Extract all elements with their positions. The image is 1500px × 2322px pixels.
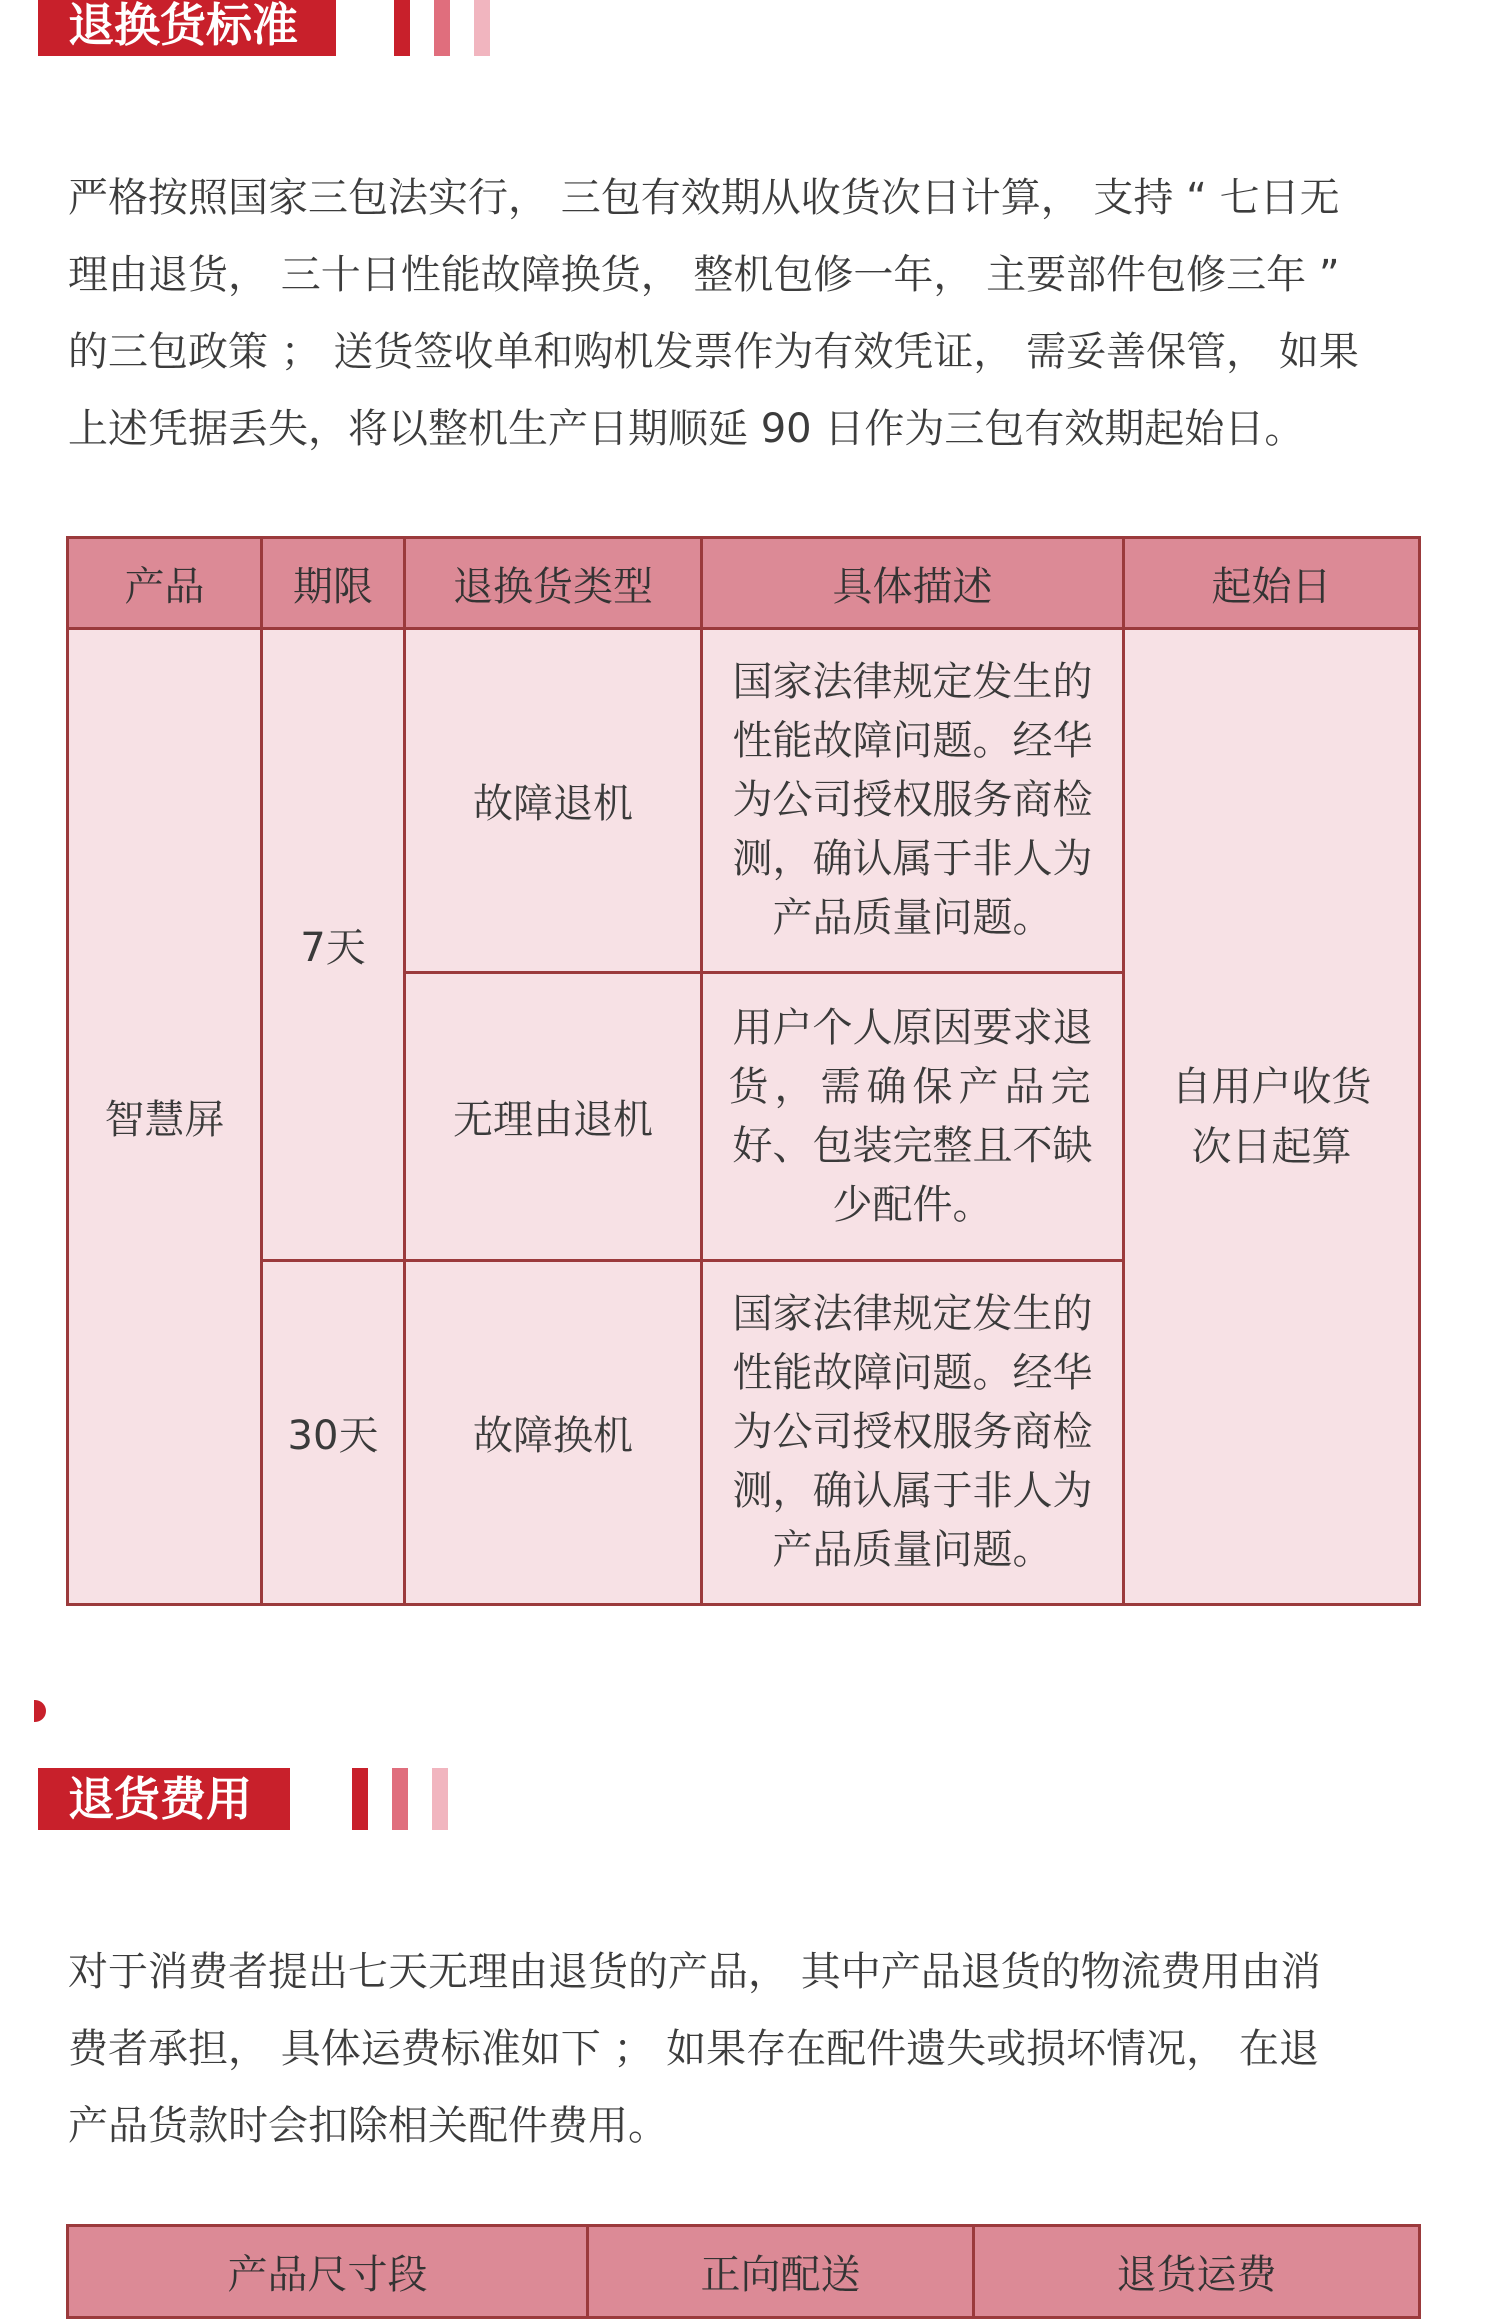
description-line: 为公司授权服务商检 — [732, 1409, 1093, 1455]
description-line: 性能故障问题。经华 — [732, 1350, 1093, 1396]
paragraph-line: 费者承担， 具体运费标准如下 ； 如果存在配件遗失或损坏情况， 在退 — [68, 2026, 1319, 2072]
decor-bar — [392, 1768, 408, 1830]
decor-bar — [352, 1768, 368, 1830]
type-cell: 故障换机 — [405, 1261, 702, 1605]
table-header-row — [68, 2226, 1420, 2318]
header-cell-type: 退换货类型 — [405, 538, 702, 629]
description-line: 产品质量问题。 — [772, 1527, 1053, 1573]
paragraph-line: 的三包政策 ； 送货签收单和购机发票作为有效凭证， 需妥善保管， 如果 — [68, 329, 1359, 375]
header-cell-period: 期限 — [262, 538, 405, 629]
type-cell: 无理由退机 — [405, 973, 702, 1261]
header-cell-product: 产品 — [68, 538, 262, 629]
description-cell — [702, 973, 1124, 1261]
start-day-line: 次日起算 — [1191, 1123, 1352, 1170]
description-line: 性能故障问题。经华 — [732, 718, 1093, 764]
return-standard-paragraph — [68, 160, 1440, 468]
description-line: 产品质量问题。 — [772, 895, 1053, 941]
paragraph-line: 理由退货， 三十日性能故障换货， 整机包修一年， 主要部件包修三年 ” — [68, 252, 1340, 298]
paragraph-line: 对于消费者提出七天无理由退货的产品， 其中产品退货的物流费用由消 — [68, 1949, 1321, 1995]
period-cell: 30天 — [262, 1261, 405, 1605]
description-line: 好、包装完整且不缺 — [732, 1122, 1093, 1169]
description-line: 货，需确保产品完 — [728, 1063, 1097, 1110]
return-fee-table — [66, 2224, 1421, 2319]
decor-dot — [34, 1700, 46, 1722]
description-line: 测，确认属于非人为 — [732, 1468, 1093, 1514]
start-day-line: 自用户收货 — [1171, 1063, 1372, 1110]
header-cell-forward-delivery: 正向配送 — [588, 2226, 974, 2318]
description-line: 为公司授权服务商检 — [732, 777, 1093, 823]
section-title: 退货费用 — [38, 1768, 290, 1830]
description-line: 国家法律规定发生的 — [732, 659, 1093, 705]
header-cell-description: 具体描述 — [702, 538, 1124, 629]
decor-bar — [432, 1768, 448, 1830]
description-line: 测，确认属于非人为 — [732, 836, 1093, 882]
section-header-return-standard — [0, 0, 520, 56]
decor-bar — [474, 0, 490, 56]
table-row — [68, 629, 1420, 973]
description-cell — [702, 1261, 1124, 1605]
description-line: 国家法律规定发生的 — [732, 1291, 1093, 1337]
paragraph-line: 产品货款时会扣除相关配件费用。 — [68, 2103, 668, 2149]
section-title: 退换货标准 — [38, 0, 336, 56]
paragraph-line: 上述凭据丢失，将以整机生产日期顺延 90 日作为三包有效期起始日。 — [68, 406, 1305, 452]
header-cell-return-fee: 退货运费 — [974, 2226, 1420, 2318]
description-line: 用户个人原因要求退 — [732, 1004, 1093, 1051]
type-cell: 故障退机 — [405, 629, 702, 973]
header-cell-size: 产品尺寸段 — [68, 2226, 588, 2318]
product-cell: 智慧屏 — [68, 629, 262, 1605]
decor-bar — [394, 0, 410, 56]
table-header-row — [68, 538, 1420, 629]
return-policy-table — [66, 536, 1421, 1606]
return-fee-paragraph — [68, 1934, 1440, 2165]
description-cell — [702, 629, 1124, 973]
header-cell-start-day: 起始日 — [1124, 538, 1420, 629]
period-cell: 7天 — [262, 629, 405, 1261]
section-header-return-fee — [0, 1768, 480, 1830]
decor-bar — [434, 0, 450, 56]
paragraph-line: 严格按照国家三包法实行， 三包有效期从收货次日计算， 支持 “ 七日无 — [68, 175, 1340, 221]
start-day-cell — [1124, 629, 1420, 1605]
description-line: 少配件。 — [832, 1181, 993, 1228]
